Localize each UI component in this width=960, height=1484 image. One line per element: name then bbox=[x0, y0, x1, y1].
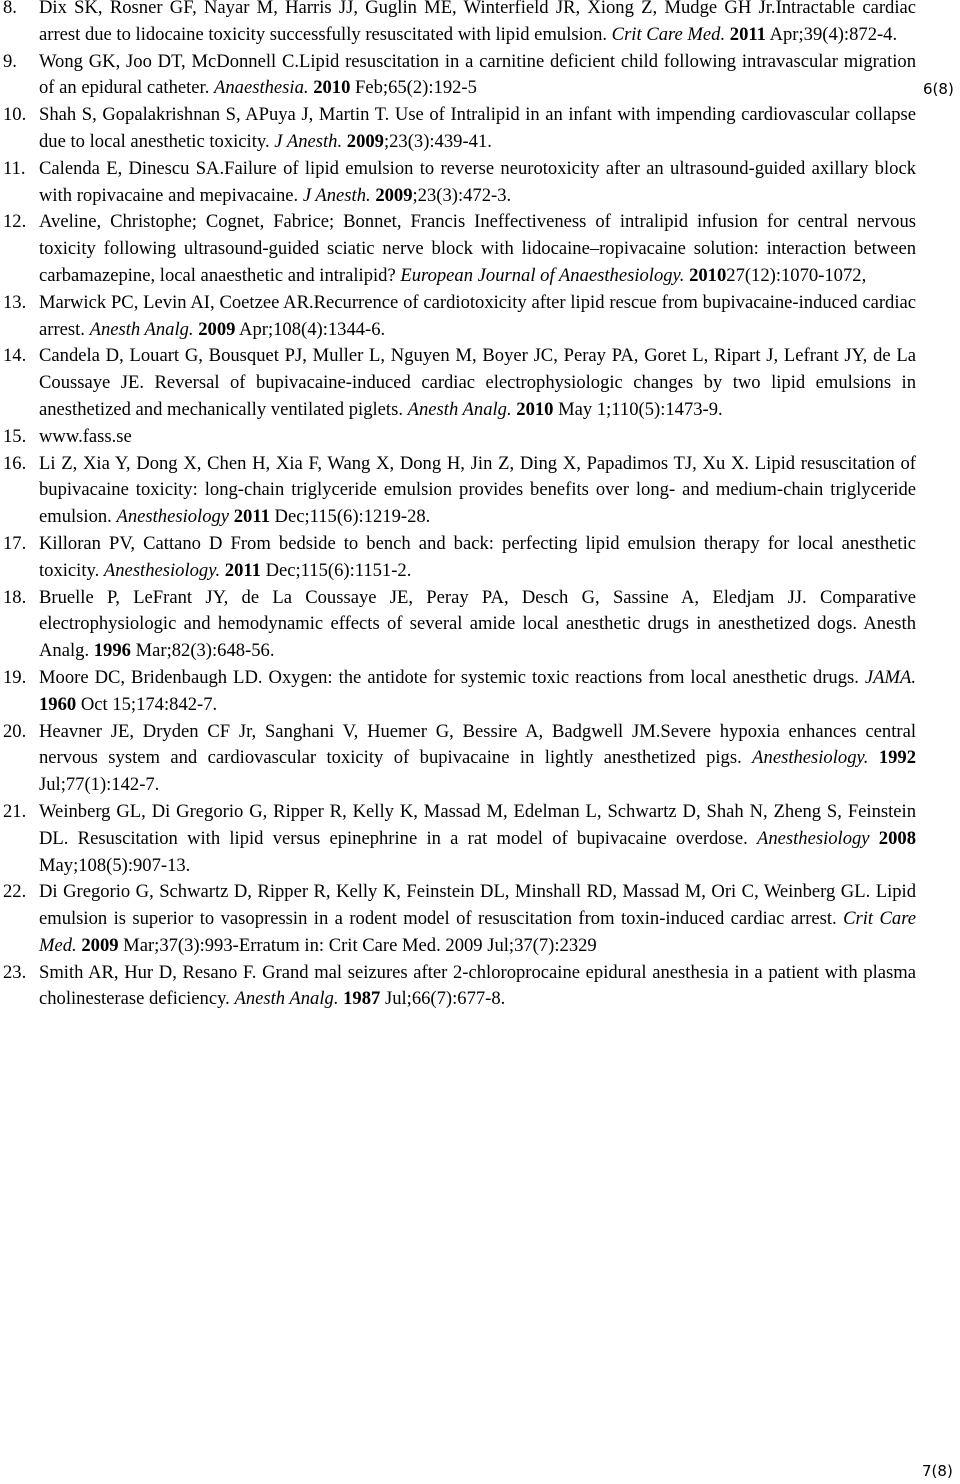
reference-text: Heavner JE, Dryden CF Jr, Sanghani V, Huemer G, Bessire A, Badgwell JM.Severe hypoxia enhances central nervous system and cardiovascular toxicity of bupivacaine in lightly anesthetized pigs. Anesthesiology. 1992 Jul;77(1):142-7. bbox=[39, 720, 916, 796]
reference-item bbox=[0, 102, 916, 156]
reference-number: 12. bbox=[3, 211, 27, 233]
reference-item bbox=[0, 343, 916, 423]
side-page-number: 6(8) bbox=[923, 80, 954, 98]
reference-item bbox=[0, 49, 916, 103]
reference-text: Candela D, Louart G, Bousquet PJ, Muller L, Nguyen M, Boyer JC, Peray PA, Goret L, Ripart J, Lefrant JY, de La Coussaye JE. Reversal of bupivacaine-induced cardiac electrophysiologic changes by two lipid emulsions in anesthetized and mechanically ventilated piglets. Anesth Analg. 2010 May 1;110(5):1473-9. bbox=[39, 345, 916, 420]
reference-text: Aveline, Christophe; Cognet, Fabrice; Bonnet, Francis Ineffectiveness of intralipid infusion for central nervous toxicity following ultrasound-guided sciatic nerve block with lidocaine–ropivacaine solution: interaction between carbamazepine, local anaesthetic and intralipid? European Journal of Anaesthesiology. 201027(12):1070-1072, bbox=[39, 211, 916, 286]
reference-item bbox=[0, 451, 916, 531]
reference-item bbox=[0, 290, 916, 344]
reference-item bbox=[0, 960, 916, 1014]
reference-text: Li Z, Xia Y, Dong X, Chen H, Xia F, Wang X, Dong H, Jin Z, Ding X, Papadimos TJ, Xu X. Lipid resuscitation of bupivacaine toxicity: long-chain triglyceride emulsion provides benefits over long- and medium-chain triglyceride emulsion. Anesthesiology 2011 Dec;115(6):1219-28. bbox=[39, 452, 916, 528]
reference-number: 19. bbox=[3, 666, 27, 688]
reference-number: 20. bbox=[3, 720, 27, 742]
reference-number: 22. bbox=[3, 881, 27, 903]
fass-link[interactable]: www.fass.se bbox=[39, 425, 132, 447]
reference-text: Bruelle P, LeFrant JY, de La Coussaye JE, Peray PA, Desch G, Sassine A, Eledjam JJ. Comparative electrophysiologic and hemodynamic effects of several amide local anesthetic drugs in anesthetized dogs. Anesth Analg. 1996 Mar;82(3):648-56. bbox=[39, 586, 916, 662]
reference-text: Di Gregorio G, Schwartz D, Ripper R, Kelly K, Feinstein DL, Minshall RD, Massad M, Ori C, Weinberg GL. Lipid emulsion is superior to vasopressin in a rodent model of resuscitation from toxin-induced cardiac arrest. Crit Care Med. 2009 Mar;37(3):993-Erratum in: Crit Care Med. 2009 Jul;37(7):2329 bbox=[39, 881, 916, 956]
reference-item bbox=[0, 0, 916, 49]
reference-text: Dix SK, Rosner GF, Nayar M, Harris JJ, Guglin ME, Winterfield JR, Xiong Z, Mudge GH Jr.Intractable cardiac arrest due to lidocaine toxicity successfully resuscitated with lipid emulsion. Crit Care Med. 2011 Apr;39(4):872-4. bbox=[39, 0, 916, 45]
reference-number: 13. bbox=[3, 291, 27, 313]
reference-number: 16. bbox=[3, 452, 27, 474]
reference-item bbox=[0, 209, 916, 289]
reference-item bbox=[0, 719, 916, 799]
reference-text: Moore DC, Bridenbaugh LD. Oxygen: the antidote for systemic toxic reactions from local anesthetic drugs. JAMA. 1960 Oct 15;174:842-7. bbox=[39, 666, 916, 715]
reference-number: 8. bbox=[3, 0, 17, 18]
reference-text: Shah S, Gopalakrishnan S, APuya J, Martin T. Use of Intralipid in an infant with impending cardiovascular collapse due to local anesthetic toxicity. J Anesth. 2009;23(3):439-41. bbox=[39, 104, 916, 152]
reference-item bbox=[0, 799, 916, 879]
reference-item bbox=[0, 585, 916, 665]
reference-item bbox=[0, 531, 916, 585]
reference-number: 23. bbox=[3, 961, 27, 983]
reference-item bbox=[0, 879, 916, 959]
footer-page-number: 7(8) bbox=[922, 1462, 953, 1480]
reference-number: 9. bbox=[3, 50, 17, 72]
reference-number: 11. bbox=[3, 157, 26, 179]
reference-number: 14. bbox=[3, 345, 27, 367]
reference-item bbox=[0, 665, 916, 719]
reference-number: 10. bbox=[3, 104, 27, 126]
reference-number: 15. bbox=[3, 425, 27, 447]
reference-item bbox=[0, 156, 916, 210]
reference-text: Smith AR, Hur D, Resano F. Grand mal seizures after 2-chloroprocaine epidural anesthesia in a patient with plasma cholinesterase deficiency. Anesth Analg. 1987 Jul;66(7):677-8. bbox=[39, 961, 916, 1010]
reference-text: Killoran PV, Cattano D From bedside to bench and back: perfecting lipid emulsion therapy for local anesthetic toxicity. Anesthesiology. 2011 Dec;115(6):1151-2. bbox=[39, 532, 916, 581]
reference-text: Weinberg GL, Di Gregorio G, Ripper R, Kelly K, Massad M, Edelman L, Schwartz D, Shah N, Zheng S, Feinstein DL. Resuscitation with lipid versus epinephrine in a rat model of bupivacaine overdose. Anesthesiology 2008 May;108(5):907-13. bbox=[39, 800, 916, 876]
reference-number: 17. bbox=[3, 532, 27, 554]
reference-number: 21. bbox=[3, 800, 27, 822]
reference-number: 18. bbox=[3, 586, 27, 608]
reference-text: Wong GK, Joo DT, McDonnell C.Lipid resuscitation in a carnitine deficient child following intravascular migration of an epidural catheter. Anaesthesia. 2010 Feb;65(2):192-5 bbox=[39, 50, 916, 99]
reference-item bbox=[0, 424, 916, 451]
reference-text bbox=[39, 426, 132, 447]
reference-text: Calenda E, Dinescu SA.Failure of lipid emulsion to reverse neurotoxicity after an ultrasound-guided axillary block with ropivacaine and mepivacaine. J Anesth. 2009;23(3):472-3. bbox=[39, 157, 916, 206]
reference-text: Marwick PC, Levin AI, Coetzee AR.Recurrence of cardiotoxicity after lipid rescue from bupivacaine-induced cardiac arrest. Anesth Analg. 2009 Apr;108(4):1344-6. bbox=[39, 291, 916, 340]
